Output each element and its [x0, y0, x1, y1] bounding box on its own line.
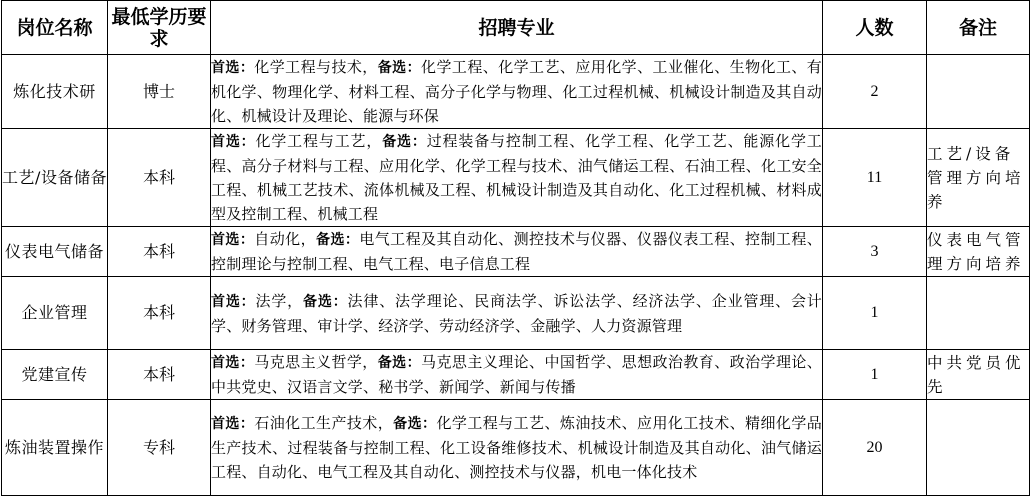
alternate-label: 备选： [377, 355, 422, 371]
education-cell: 专科 [108, 400, 211, 496]
major-cell [211, 277, 823, 350]
count-cell: 2 [823, 55, 927, 129]
preferred-label: 首选： [211, 355, 255, 371]
preferred-label: 首选： [211, 134, 256, 150]
preferred-label: 首选： [211, 416, 255, 432]
preferred-label: 首选： [211, 60, 255, 76]
note-cell [927, 400, 1030, 496]
education-cell: 本科 [108, 350, 211, 400]
major-cell [211, 55, 823, 129]
note-cell [927, 277, 1030, 350]
count-cell: 11 [823, 129, 927, 227]
alternate-majors: 电气工程及其自动化、测控技术与仪器、仪器仪表工程、控制工程、控制理论与控制工程、电气工程、电子信息工程 [211, 230, 822, 273]
alternate-label: 备选： [382, 134, 427, 150]
alternate-label: 备选： [316, 232, 360, 248]
count-cell: 3 [823, 227, 927, 277]
preferred-major: 石油化工生产技术， [254, 414, 394, 432]
major-cell [211, 129, 823, 227]
preferred-label: 首选： [211, 232, 255, 248]
recruitment-table [1, 0, 1030, 496]
preferred-major: 化学工程与工艺， [255, 132, 383, 150]
major-cell [211, 400, 823, 496]
note-cell [927, 55, 1030, 129]
education-cell: 本科 [108, 129, 211, 227]
alternate-label: 备选： [393, 416, 437, 432]
table-row [2, 350, 1030, 400]
preferred-major: 化学工程与技术， [254, 58, 378, 76]
note-cell: 中共党员优先 [927, 350, 1030, 400]
count-cell: 20 [823, 400, 927, 496]
preferred-major: 马克思主义哲学， [254, 353, 378, 371]
alternate-majors: 化学工程、化学工艺、应用化学、工业催化、生物化工、有机化学、物理化学、材料工程、高分子化学与物理、化工过程机械、机械设计制造及其自动化、机械设计及理论、能源与环保 [211, 58, 822, 125]
table-row [2, 277, 1030, 350]
count-cell: 1 [823, 277, 927, 350]
table-row [2, 400, 1030, 496]
alternate-label: 备选： [303, 293, 348, 310]
alternate-majors: 过程装备与控制工程、化学工程、化学工艺、能源化学工程、高分子材料与工程、应用化学、化学工程与技术、油气储运工程、石油工程、化工安全工程、机械工艺技术、流体机械及工程、机械设计制造及其自动化、化工过程机械、材料成型及控制工程、机械工程 [211, 132, 822, 223]
alternate-label: 备选： [377, 60, 422, 76]
note-cell: 仪表电气管理方向培养 [927, 227, 1030, 277]
position-cell: 炼油装置操作 [2, 400, 108, 496]
alternate-majors: 法律、法学理论、民商法学、诉讼法学、经济法学、企业管理、会计学、财务管理、审计学、经济学、劳动经济学、金融学、人力资源管理 [211, 291, 822, 335]
major-cell [211, 227, 823, 277]
header-note: 备注 [927, 1, 1030, 55]
header-row [2, 1, 1030, 55]
education-cell: 本科 [108, 227, 211, 277]
count-cell: 1 [823, 350, 927, 400]
table-row [2, 129, 1030, 227]
header-position: 岗位名称 [2, 1, 108, 55]
preferred-major: 法学， [255, 291, 304, 310]
alternate-majors: 马克思主义理论、中国哲学、思想政治教育、政治学理论、中共党史、汉语言文学、秘书学、新闻学、新闻与传播 [211, 353, 822, 396]
position-cell: 工艺/设备储备 [2, 129, 108, 227]
note-cell: 工艺/设备管理方向培养 [927, 129, 1030, 227]
position-cell: 党建宣传 [2, 350, 108, 400]
position-cell: 企业管理 [2, 277, 108, 350]
preferred-label: 首选： [211, 293, 256, 310]
table-row [2, 227, 1030, 277]
position-cell: 炼化技术研 [2, 55, 108, 129]
major-cell [211, 350, 823, 400]
alternate-majors: 化学工程与工艺、炼油技术、应用化工技术、精细化学品生产技术、过程装备与控制工程、化工设备维修技术、机械设计制造及其自动化、油气储运工程、自动化、电气工程及其自动化、测控技术与仪器，机电一体化技术 [211, 414, 822, 481]
education-cell: 博士 [108, 55, 211, 129]
header-major: 招聘专业 [211, 1, 823, 55]
education-cell: 本科 [108, 277, 211, 350]
preferred-major: 自动化， [254, 230, 317, 248]
position-cell: 仪表电气储备 [2, 227, 108, 277]
header-count: 人数 [823, 1, 927, 55]
table-row [2, 55, 1030, 129]
header-education: 最低学历要求 [108, 1, 211, 55]
